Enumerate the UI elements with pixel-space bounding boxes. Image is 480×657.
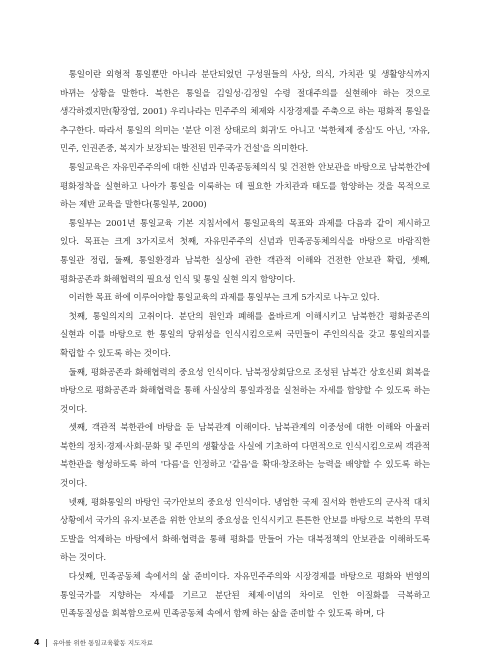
paragraph-task-5: 다섯째, 민족공동체 속에서의 삶 준비이다. 자유민주주의와 시장경제를 바탕으로 평화와 번영의 통일국가를 지향하는 자세를 기르고 분단된 체제·이념의 차이로 인한 이질화를 극복하고 민족동질성을 회복함으로써 민족공동체 속에서 함께 하는 삶을 준비할 수 있도록 하며, 다 [60,572,430,620]
paragraph-task-2: 둘째, 평화공존과 화해협력의 중요성 인식이다. 남북정상회담으로 조성된 남북간 상호신뢰 회복을 바탕으로 평화공존과 화해협력을 통해 사실상의 통일과정을 실천하는 자세를 함양할 수 있도록 하는 것이다. [60,367,430,415]
paragraph-task-4: 넷째, 평화통일의 바탕인 국가안보의 중요성 인식이다. 냉엄한 국제 질서와 한반도의 군사적 대치 상황에서 국가의 유지·보존을 위한 안보의 중요성을 인식시키고 튼튼한 안보를 바탕으로 북한의 무력 도발을 억제하는 바탕에서 화해·협력을 통해 평화를 만들어 가는 대북정책의 안보관을 이해하도록 하는 것이다. [60,497,430,564]
footer-divider [46,639,47,647]
running-title: 유아를 위한 통일교육활동 지도자료 [52,639,153,647]
paragraph-task-3: 셋째, 객관적 북한관에 바탕을 둔 남북관계 이해이다. 남북관계의 이중성에 대한 이해와 아울러 북한의 정치·경제·사회·문화 및 주민의 생활상을 사실에 기초하여 다면적으로 인식시킴으로써 객관적 북한관을 형성하도록 하여 '다름'을 인정하고 '같음'을 확대·창조하는 능력을 배양할 수 있도록 하는 것이다. [60,423,430,490]
paragraph-task-1: 첫째, 통일의지의 고취이다. 분단의 원인과 폐해를 올바르게 이해시키고 남북한간 평화공존의 실현과 이를 바탕으로 한 통일의 당위성을 인식시킴으로써 국민들이 주인의식을 갖고 통일의지를 확립할 수 있도록 하는 것이다. [60,311,430,359]
page-footer [34,638,153,647]
paragraph-education-goals: 통일부는 2001년 통일교육 기본 지침서에서 통일교육의 목표와 과제를 다음과 같이 제시하고 있다. 목표는 크게 3가지로서 첫째, 자유민주주의 신념과 민족공동체의식을 바탕으로 바람직한 통일관 정립, 둘째, 통일환경과 남북한 실상에 관한 객관적 이해와 건전한 안보관 확립, 셋째, 평화공존과 화해협력의 필요성 인식 및 통일 실현 의지 함양이다. [60,218,430,285]
body-text [60,66,430,624]
paragraph-unification-meaning: 통일이란 외형적 통일뿐만 아니라 분단되었던 구성원들의 사상, 의식, 가치관 및 생활양식까지 바뀌는 상황을 말한다. 북한은 통일을 김일성·김정일 수령 절대주의를 실현해야 하는 것으로 생각하겠지만(황장엽, 2001) 우리나라는 민주주의 체제와 시장경제를 주축으로 하는 평화적 통일을 추구한다. 따라서 통일의 의미는 '분단 이전 상태로의 회귀'도 아니고 '북한체제 중심'도 아닌, '자유, 민주, 인권존중, 복지가 보장되는 발전된 민주국가 건설'을 의미한다. [60,70,430,155]
page-number: 4 [34,638,40,647]
paragraph-education-definition: 통일교육은 자유민주주의에 대한 신념과 민족공동체의식 및 건전한 안보관을 바탕으로 남북한간에 평화정착을 실현하고 나아가 통일을 이룩하는 데 필요한 가치관과 태도를 함양하는 것을 목적으로 하는 제반 교육을 말한다(통일부, 2000) [60,162,430,211]
paragraph-tasks-intro: 이러한 목표 하에 이루어야할 통일교육의 과제를 통일부는 크게 5가지로 나누고 있다. [68,293,380,304]
